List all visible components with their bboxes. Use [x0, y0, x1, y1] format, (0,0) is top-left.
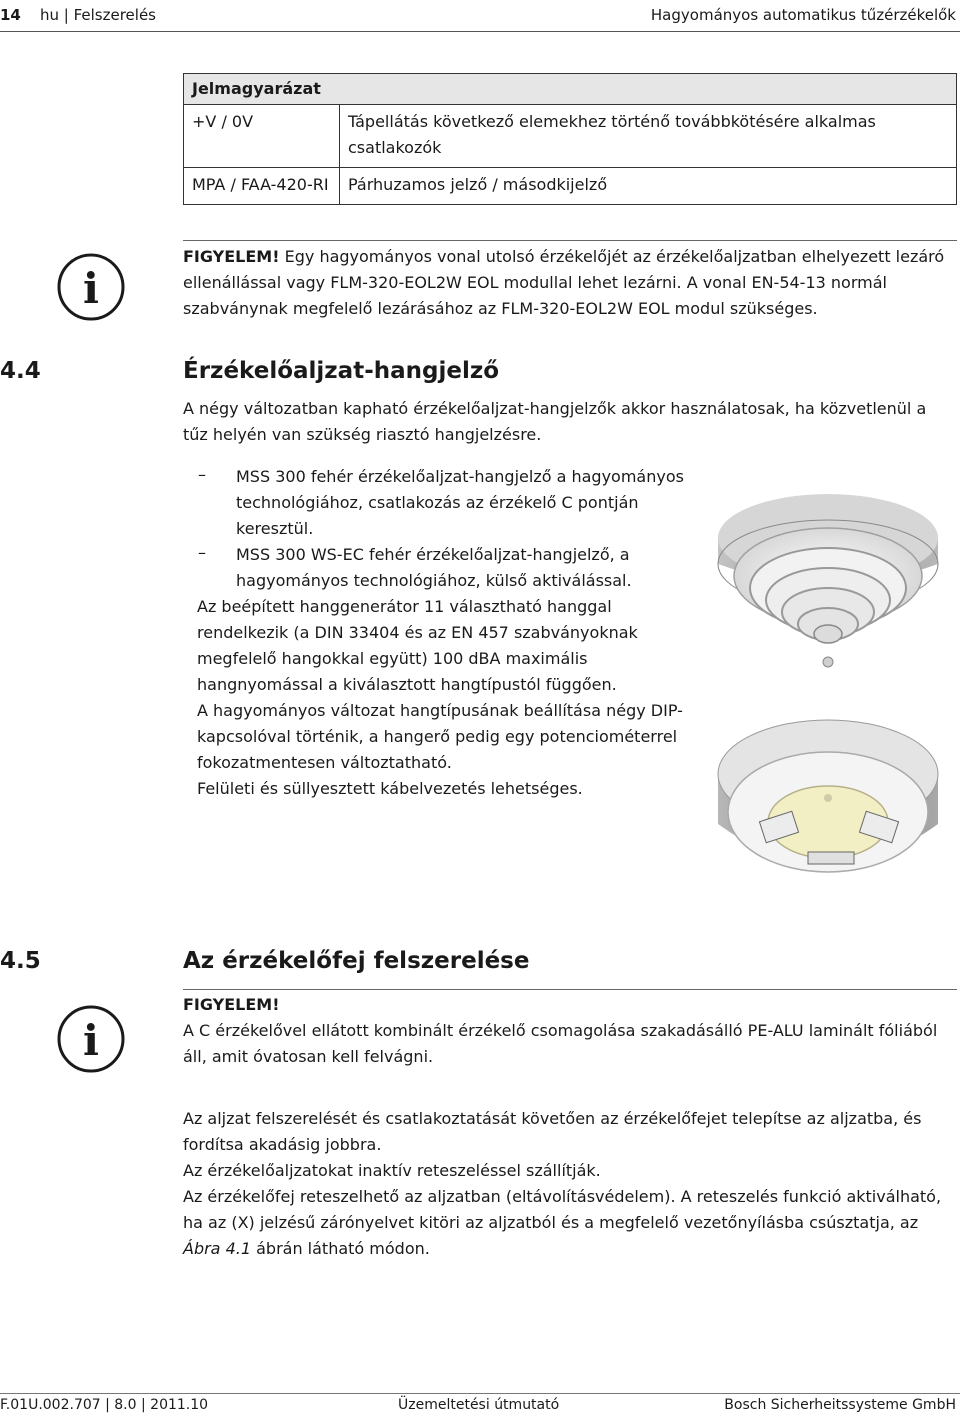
legend-value: Tápellátás következő elemekhez történő továbbkötésére alkalmas csatlakozók: [340, 105, 957, 168]
footer-rule: [0, 1393, 960, 1394]
paragraph: Az érzékelőaljzatokat inaktív reteszeléssel szállítják.: [183, 1161, 601, 1180]
paragraph: Az beépített hanggenerátor 11 választható hanggal rendelkezik (a DIN 33404 és az EN 457 szabványoknak megfelelő hangokkal együtt) 100 dBA maximális hangnyomással a kiválasztott hangtípustól függően.: [197, 597, 638, 694]
note-lead: FIGYELEM!: [183, 995, 280, 1014]
table-row: [184, 168, 957, 205]
section-number: 4.4: [0, 358, 41, 384]
note-lead: FIGYELEM!: [183, 247, 280, 266]
detector-base-image: [712, 718, 944, 904]
base-sounder-image: [712, 484, 944, 680]
paragraph-text: Az érzékelőfej reteszelhető az aljzatban (eltávolításvédelem). A reteszelés funkció aktiválható, ha az (X) jelzésű zárónyelvet kitöri az aljzatból és a megfelelő vezetőnyílásba csúsztatja, az: [183, 1187, 942, 1232]
note-text: A C érzékelővel ellátott kombinált érzékelő csomagolása szakadásálló PE-ALU laminált fóliából áll, amit óvatosan kell felvágni.: [183, 1021, 938, 1066]
paragraph-text: ábrán látható módon.: [251, 1239, 430, 1258]
section-number: 4.5: [0, 948, 41, 974]
paragraph: [183, 1184, 953, 1262]
section-title: Az érzékelőfej felszerelése: [183, 948, 530, 974]
header-title: Hagyományos automatikus tűzérzékelők: [650, 6, 956, 24]
info-icon: [56, 1004, 126, 1074]
bullet-dash: –: [198, 543, 206, 562]
legend-table: [183, 73, 957, 205]
svg-text:i: i: [83, 1016, 99, 1065]
figure-reference-link[interactable]: Ábra 4.1: [183, 1239, 252, 1258]
note-warning: [183, 992, 953, 1070]
footer-doc-type: Üzemeltetési útmutató: [398, 1397, 560, 1413]
note-text: Egy hagyományos vonal utolsó érzékelőjét az érzékelőaljzatban elhelyezett lezáró ellenállással vagy FLM-320-EOL2W EOL modullal lehet lezárni. A vonal EN-54-13 normál szabványnak megfelelő lezárásához az FLM-320-EOL2W EOL modul szükséges.: [183, 247, 945, 318]
svg-text:i: i: [83, 264, 99, 313]
table-row: [184, 105, 957, 168]
legend-title: Jelmagyarázat: [184, 74, 957, 105]
legend-key: MPA / FAA-420-RI: [184, 168, 340, 205]
list-item: MSS 300 WS-EC fehér érzékelőaljzat-hangjelző, a hagyományos technológiához, külső aktiválással.: [236, 545, 632, 590]
legend-key: +V / 0V: [184, 105, 340, 168]
note-rule-top: [183, 240, 957, 241]
footer-company: Bosch Sicherheitssysteme GmbH: [724, 1397, 956, 1413]
note-rule-top: [183, 989, 957, 990]
note-warning: [183, 244, 953, 322]
bullet-dash: –: [198, 465, 206, 484]
header-section: hu | Felszerelés: [40, 6, 157, 24]
section-intro: A négy változatban kapható érzékelőaljzat-hangjelzők akkor használatosak, ha közvetlenül a tűz helyén van szükség riasztó hangjelzésre.: [183, 399, 927, 444]
paragraph: Felületi és süllyesztett kábelvezetés lehetséges.: [197, 779, 583, 798]
info-icon: [56, 252, 126, 322]
paragraph: Az aljzat felszerelését és csatlakoztatását követően az érzékelőfejet telepítse az aljzatba, és fordítsa akadásig jobbra.: [183, 1109, 922, 1154]
list-item: MSS 300 fehér érzékelőaljzat-hangjelző a hagyományos technológiához, csatlakozás az érzékelő C pontján keresztül.: [236, 467, 684, 538]
header-rule: [0, 31, 960, 32]
page-number: 14: [0, 6, 21, 24]
paragraph: A hagyományos változat hangtípusának beállítása négy DIP-kapcsolóval történik, a hangerő pedig egy potenciométerrel fokozatmentesen változtatható.: [197, 701, 683, 772]
footer-doc-id: F.01U.002.707 | 8.0 | 2011.10: [0, 1397, 209, 1413]
legend-value: Párhuzamos jelző / másodkijelző: [340, 168, 957, 205]
section-title: Érzékelőaljzat-hangjelző: [183, 358, 500, 384]
